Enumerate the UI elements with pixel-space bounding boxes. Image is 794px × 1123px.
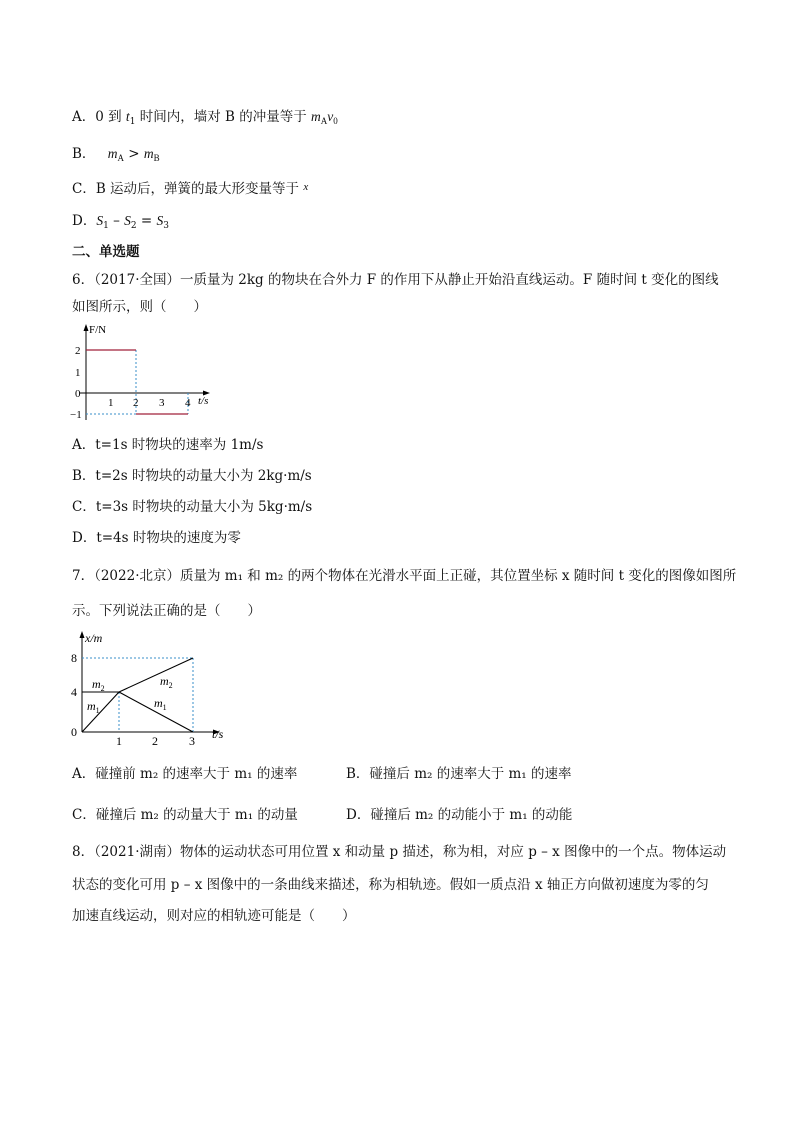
xtick-4: 4 — [185, 397, 191, 409]
ytick-1: 1 — [75, 367, 81, 379]
q5-option-d-prefix: D． — [72, 213, 97, 229]
q5-option-a[interactable] — [72, 108, 338, 131]
q6-option-d[interactable]: D．t=4s 时物块的速度为零 — [72, 530, 241, 546]
q8-stem-line1: 8．（2021·湖南）物体的运动状态可用位置 x 和动量 p 描述，称为相，对应 p – x 图像中的一个点。物体运动 — [72, 844, 727, 860]
t1-symbol: t — [125, 109, 130, 124]
q5-option-c[interactable] — [72, 178, 308, 198]
label-m2-after: $m_2$ — [160, 674, 173, 690]
s1-symbol: S — [96, 213, 104, 228]
mB-symbol: m — [143, 146, 154, 161]
mA-symbol: m — [311, 109, 321, 124]
label-m2-before: $m_2$ — [92, 677, 105, 693]
ytick-0: 0 — [71, 725, 77, 739]
xtick-1: 1 — [116, 734, 122, 748]
ytick-8: 8 — [71, 651, 77, 665]
t1-subscript: 1 — [129, 117, 136, 127]
graph-ylabel: x/m — [85, 631, 103, 645]
q6-option-b[interactable]: B．t=2s 时物块的动量大小为 2kg·m/s — [72, 468, 312, 484]
graph-xlabel: t/s — [212, 727, 224, 741]
label-m1-after: $m_1$ — [154, 696, 167, 712]
graph-xlabel: t/s — [198, 395, 209, 407]
q5-option-c-text: C．B 运动后，弹簧的最大形变量等于 — [72, 181, 304, 197]
q7-option-a[interactable]: A．碰撞前 m₂ 的速率大于 m₁ 的速率 — [72, 766, 298, 782]
xtick-3: 3 — [189, 734, 195, 748]
ytick-4: 4 — [71, 685, 77, 699]
q7-stem-line1: 7．（2022·北京）质量为 m₁ 和 m₂ 的两个物体在光滑水平面上正碰，其位置坐标 x 随时间 t 变化的图像如图所 — [72, 568, 737, 584]
label-m1-before: $m_1$ — [87, 699, 100, 715]
q7-position-time-graph — [70, 628, 240, 746]
v0-symbol: v — [327, 109, 334, 124]
q7-option-c[interactable]: C．碰撞后 m₂ 的动量大于 m₁ 的动量 — [72, 807, 298, 823]
mA-subscript: A — [117, 153, 124, 163]
xtick-2: 2 — [133, 397, 139, 409]
q7-stem-line2: 示。下列说法正确的是（ ） — [72, 603, 261, 619]
ytick-neg1: −1 — [70, 409, 82, 421]
q8-stem-line2: 状态的变化可用 p – x 图像中的一条曲线来描述，称为相轨迹。假如一质点沿 x 轴正方向做初速度为零的匀 — [72, 877, 709, 893]
xtick-3: 3 — [159, 397, 165, 409]
xtick-1: 1 — [108, 397, 114, 409]
q8-stem-line3: 加速直线运动，则对应的相轨迹可能是（ ） — [72, 908, 356, 924]
q6-force-time-graph — [72, 322, 222, 424]
minus-sign: – — [108, 213, 125, 229]
section-title: 二、单选题 — [72, 244, 140, 260]
q6-option-c[interactable]: C．t=3s 时物块的动量大小为 5kg·m/s — [72, 499, 313, 515]
ytick-2: 2 — [75, 345, 81, 357]
s2-symbol: S — [124, 213, 131, 228]
s3-subscript: 3 — [163, 221, 170, 231]
mA-symbol: m — [107, 146, 118, 161]
q6-stem-line2: 如图所示，则（ ） — [72, 299, 207, 315]
s3-symbol: S — [156, 213, 164, 228]
q5-option-a-text: 时间内，墙对 B 的冲量等于 — [135, 109, 312, 125]
q5-option-b-prefix: B． — [72, 146, 96, 162]
x-symbol: x — [303, 181, 309, 193]
equals-sign: = — [136, 213, 157, 229]
q5-option-a-prefix: A．0 到 — [72, 109, 126, 125]
q5-option-b[interactable] — [72, 145, 160, 167]
mA-subscript: A — [320, 116, 328, 126]
xtick-2: 2 — [152, 734, 158, 748]
v0-subscript: 0 — [333, 116, 338, 126]
mB-subscript: B — [153, 153, 160, 163]
q7-option-d[interactable]: D．碰撞后 m₂ 的动能小于 m₁ 的动能 — [346, 807, 573, 823]
greater-than-sign: > — [123, 146, 144, 162]
q5-option-d[interactable] — [72, 212, 169, 235]
q6-option-a[interactable]: A．t=1s 时物块的速率为 1m/s — [72, 437, 264, 453]
ytick-0: 0 — [75, 388, 81, 400]
q6-stem-line1: 6．（2017·全国）一质量为 2kg 的物块在合外力 F 的作用下从静止开始沿直线运动。F 随时间 t 变化的图线 — [72, 272, 719, 288]
s2-subscript: 2 — [130, 221, 137, 231]
q7-option-b[interactable]: B．碰撞后 m₂ 的速率大于 m₁ 的速率 — [346, 766, 572, 782]
s1-subscript: 1 — [103, 221, 109, 231]
graph-ylabel: F/N — [89, 324, 107, 336]
